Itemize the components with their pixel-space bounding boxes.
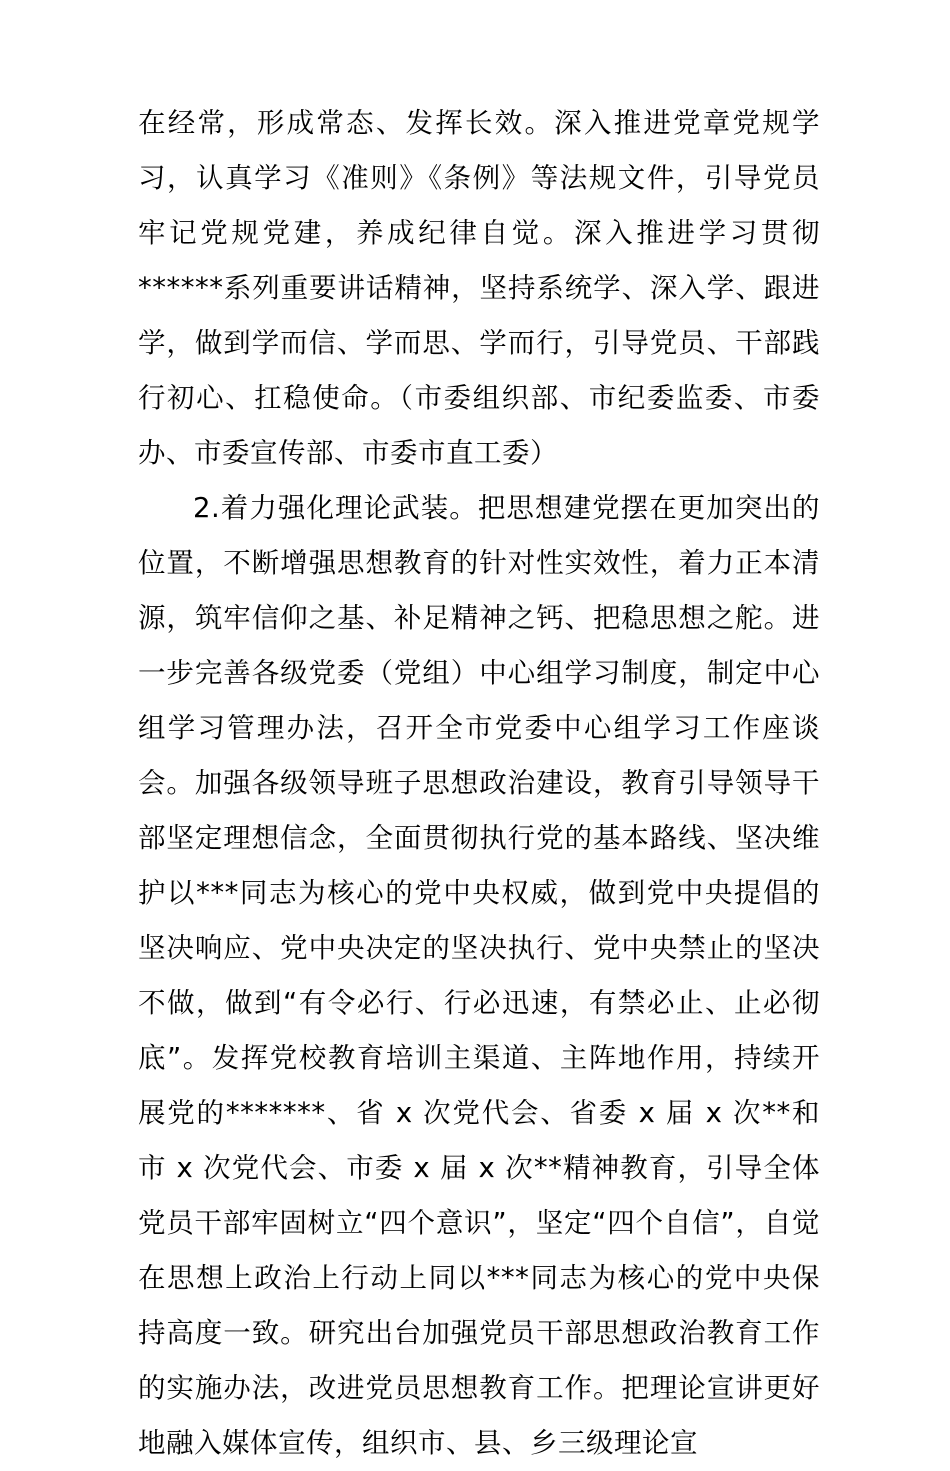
document-body — [138, 96, 820, 1471]
paragraph-2: 2.着力强化理论武装。把思想建党摆在更加突出的位置，不断增强思想教育的针对性实效性，着力正本清源，筑牢信仰之基、补足精神之钙、把稳思想之舵。进一步完善各级党委（党组）中心组学习制度，制定中心组学习管理办法，召开全市党委中心组学习工作座谈会。加强各级领导班子思想政治建设，教育引导领导干部坚定理想信念，全面贯彻执行党的基本路线、坚决维护以***同志为核心的党中央权威，做到党中央提倡的坚决响应、党中央决定的坚决执行、党中央禁止的坚决不做，做到“有令必行、行必迅速，有禁必止、止必彻底”。发挥党校教育培训主渠道、主阵地作用，持续开展党的*******、省 x 次党代会、省委 x 届 x 次**和市 x 次党代会、市委 x 届 x 次**精神教育，引导全体党员干部牢固树立“四个意识”，坚定“四个自信”，自觉在思想上政治上行动上同以***同志为核心的党中央保持高度一致。研究出台加强党员干部思想政治教育工作的实施办法，改进党员思想教育工作。把理论宣讲更好地融入媒体宣传，组织市、县、乡三级理论宣 — [138, 492, 820, 1459]
paragraph-1: 在经常，形成常态、发挥长效。深入推进党章党规学习，认真学习《准则》《条例》等法规文件，引导党员牢记党规党建，养成纪律自觉。深入推进学习贯彻******系列重要讲话精神，坚持系统学、深入学、跟进学，做到学而信、学而思、学而行，引导党员、干部践行初心、扛稳使命。（市委组织部、市纪委监委、市委办、市委宣传部、市委市直工委） — [138, 107, 820, 469]
